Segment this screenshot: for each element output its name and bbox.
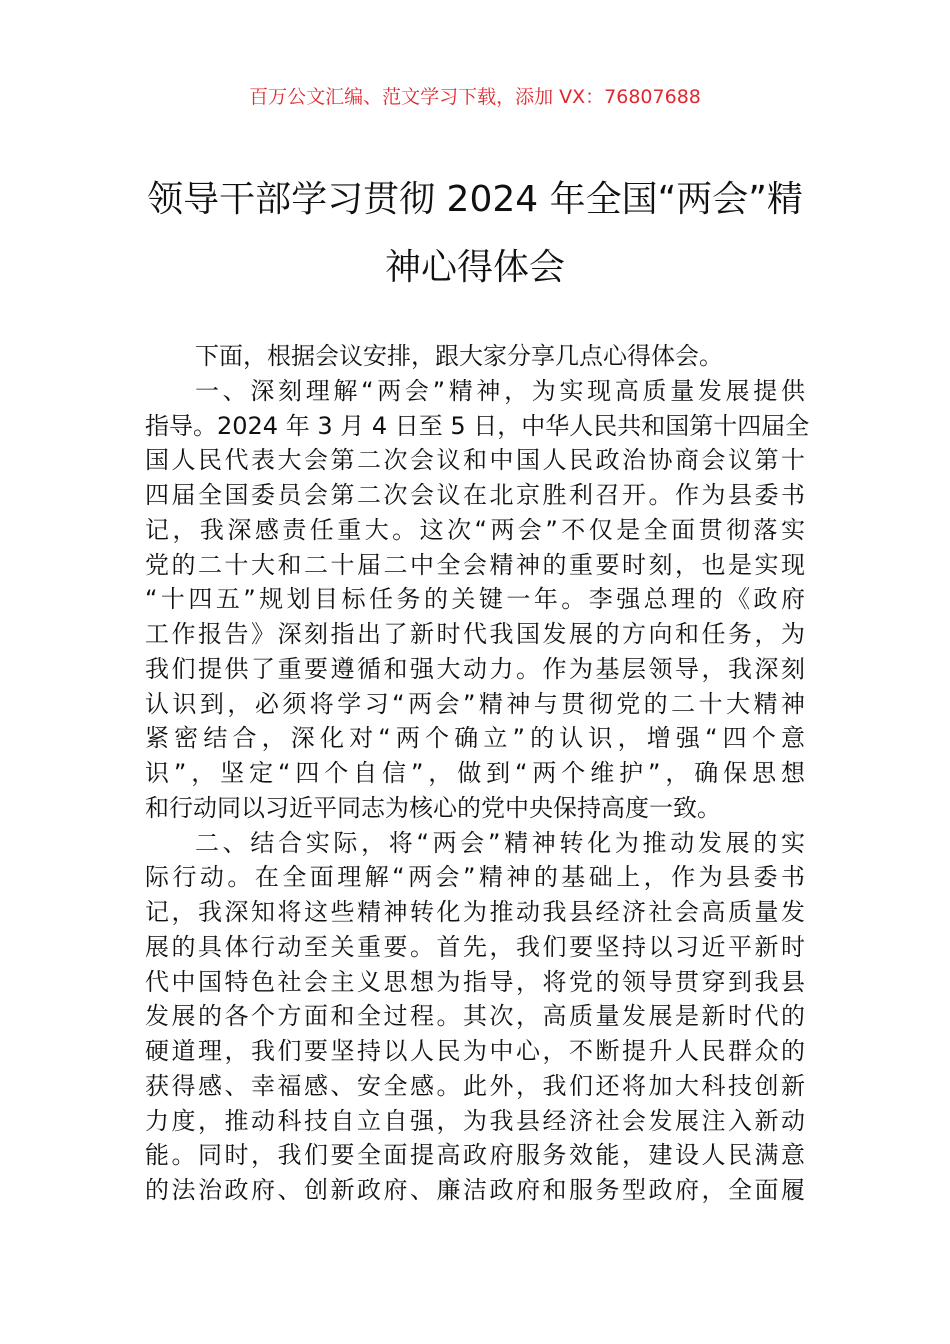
paragraph-line: 认识到，必须将学习“两会”精神与贯彻党的二十大精神 (145, 689, 805, 718)
watermark-header: 百万公文汇编、范文学习下载，添加 VX：76807688 (249, 86, 701, 108)
paragraph-line: 下面，根据会议安排，跟大家分享几点心得体会。 (195, 342, 723, 370)
paragraph-line: 和行动同以习近平同志为核心的党中央保持高度一致。 (145, 793, 721, 822)
document-body (145, 339, 810, 1208)
paragraph-line: 的法治政府、创新政府、廉洁政府和服务型政府，全面履 (145, 1176, 805, 1204)
paragraph-line: 国人民代表大会第二次会议和中国人民政治协商会议第十 (145, 446, 805, 475)
paragraph-line: 记，我深感责任重大。这次“两会”不仅是全面贯彻落实 (145, 515, 805, 544)
paragraph-line: 指导。2024 年 3 月 4 日至 5 日，中华人民共和国第十四届全 (145, 411, 810, 440)
paragraph-line: 我们提供了重要遵循和强大动力。作为基层领导，我深刻 (145, 654, 805, 683)
paragraph (145, 826, 805, 1208)
paragraph (145, 374, 810, 826)
paragraph-line: 际行动。在全面理解“两会”精神的基础上，作为县委书 (145, 863, 805, 892)
paragraph-line: 能。同时，我们要全面提高政府服务效能，建设人民满意 (145, 1141, 805, 1170)
paragraph-line: 记，我深知将这些精神转化为推动我县经济社会高质量发 (145, 898, 805, 926)
paragraph-line: 工作报告》深刻指出了新时代我国发展的方向和任务，为 (145, 620, 805, 648)
paragraph-line: “十四五”规划目标任务的关键一年。李强总理的《政府 (145, 585, 805, 614)
paragraph-line: 二、结合实际，将“两会”精神转化为推动发展的实 (195, 828, 805, 857)
paragraph-line: 党的二十大和二十届二中全会精神的重要时刻，也是实现 (145, 550, 805, 579)
paragraph-line: 发展的各个方面和全过程。其次，高质量发展是新时代的 (145, 1002, 805, 1031)
paragraph-line: 四届全国委员会第二次会议在北京胜利召开。作为县委书 (145, 481, 805, 509)
paragraph-line: 硬道理，我们要坚持以人民为中心，不断提升人民群众的 (145, 1037, 805, 1065)
document-title-line-1: 领导干部学习贯彻 2024 年全国“两会”精 (147, 179, 803, 220)
paragraph-line: 识”，坚定“四个自信”，做到“两个维护”，确保思想 (145, 759, 805, 787)
paragraph-line: 力度，推动科技自立自强，为我县经济社会发展注入新动 (145, 1106, 805, 1135)
paragraph (145, 339, 805, 374)
paragraph-line: 紧密结合，深化对“两个确立”的认识，增强“四个意 (145, 724, 805, 753)
paragraph-line: 一、深刻理解“两会”精神，为实现高质量发展提供 (195, 376, 805, 405)
paragraph-line: 获得感、幸福感、安全感。此外，我们还将加大科技创新 (145, 1071, 805, 1100)
document-title-line-2: 神心得体会 (384, 247, 565, 288)
paragraph-line: 代中国特色社会主义思想为指导，将党的领导贯穿到我县 (145, 967, 805, 996)
paragraph-line: 展的具体行动至关重要。首先，我们要坚持以习近平新时 (145, 932, 805, 961)
